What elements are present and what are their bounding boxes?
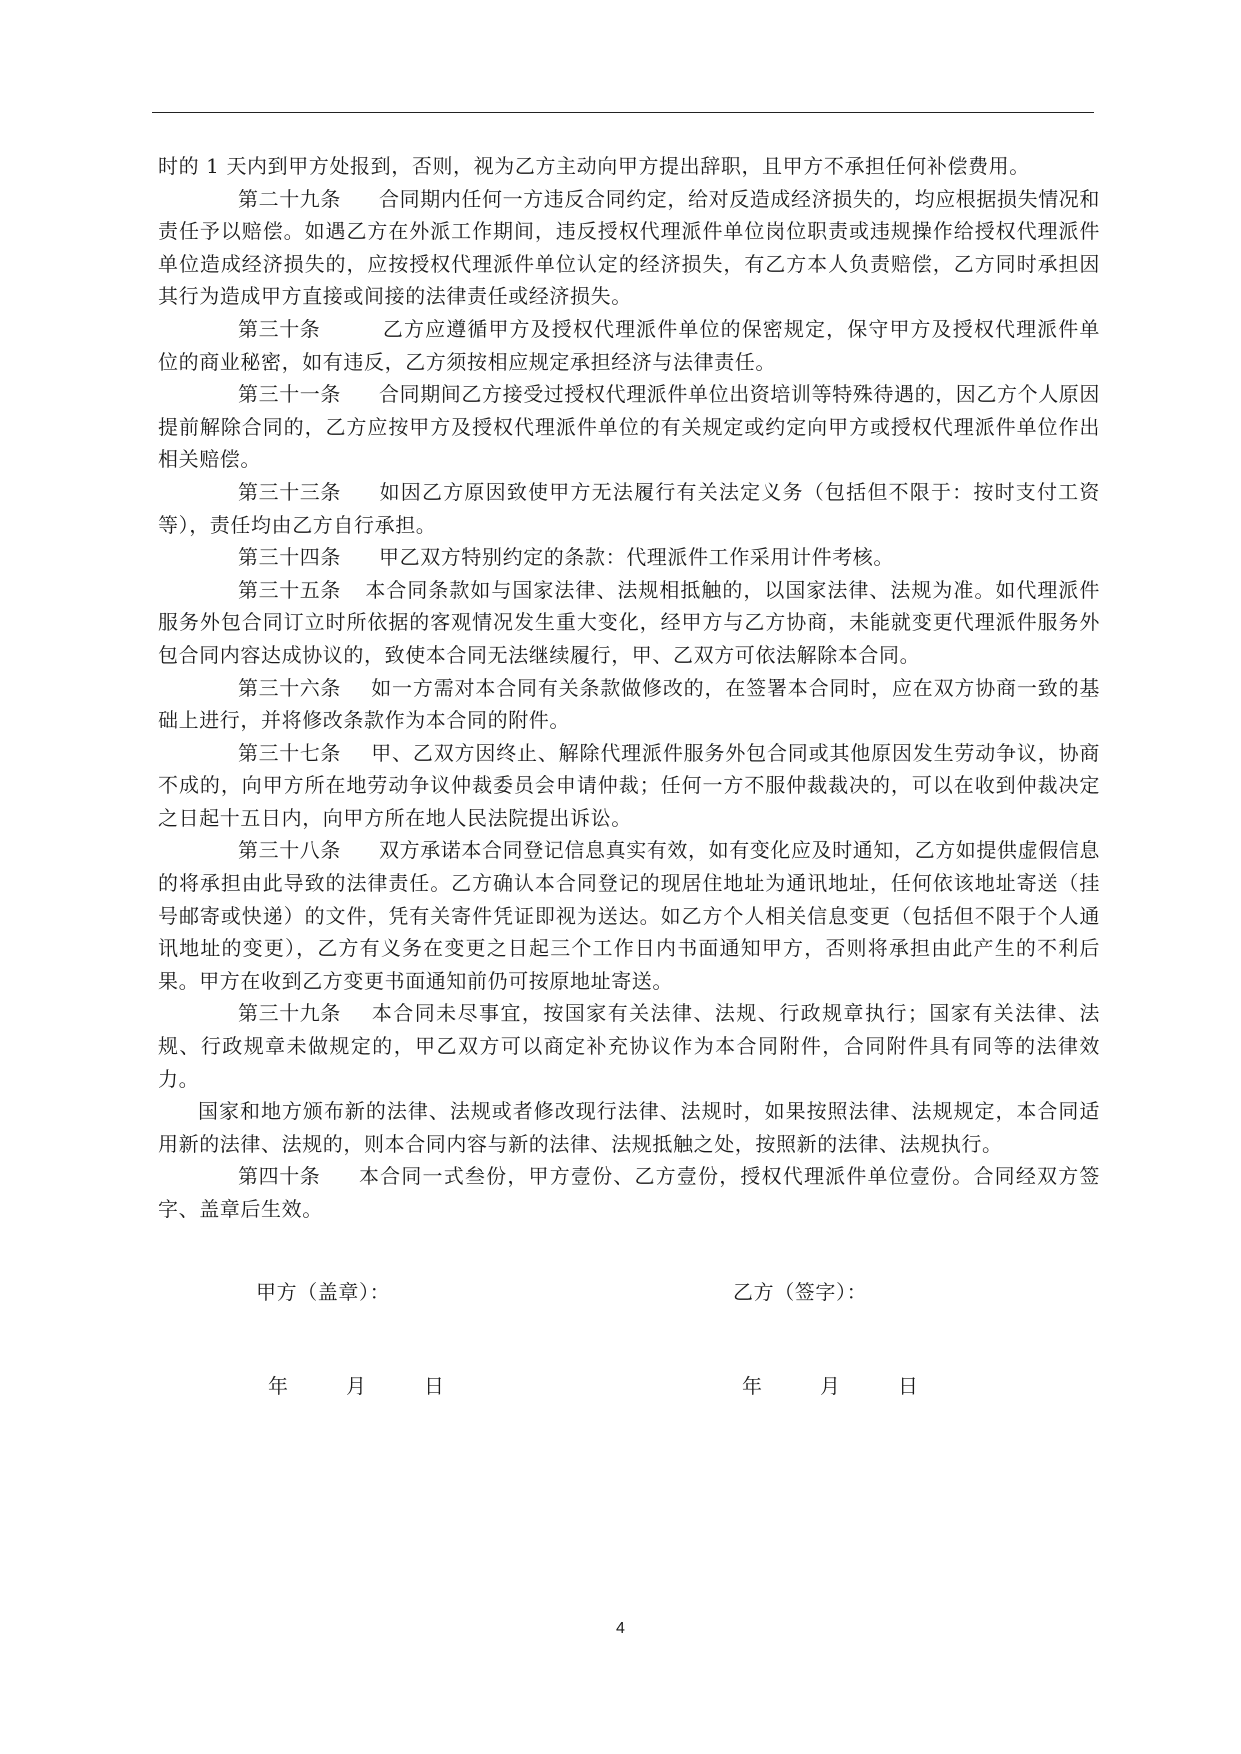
contract-body <box>158 150 1100 1226</box>
article-38: 第三十八条 双方承诺本合同登记信息真实有效，如有变化应及时通知，乙方如提供虚假信息的将承担由此导致的法律责任。乙方确认本合同登记的现居住地址为通讯地址，任何依该地址寄送（挂号邮寄或快递）的文件，凭有关寄件凭证即视为送达。如乙方个人相关信息变更（包括但不限于个人通讯地址的变更），乙方有义务在变更之日起三个工作日内书面通知甲方，否则将承担由此产生的不利后果。甲方在收到乙方变更书面通知前仍可按原地址寄送。 <box>158 834 1100 997</box>
paragraph: 国家和地方颁布新的法律、法规或者修改现行法律、法规时，如果按照法律、法规规定，本合同适用新的法律、法规的，则本合同内容与新的法律、法规抵触之处，按照新的法律、法规执行。 <box>158 1099 1100 1156</box>
article-39: 第三十九条 本合同未尽事宜，按国家有关法律、法规、行政规章执行；国家有关法律、法规、行政规章未做规定的，甲乙双方可以商定补充协议作为本合同附件，合同附件具有同等的法律效力。 <box>158 997 1100 1095</box>
article-31: 第三十一条 合同期间乙方接受过授权代理派件单位出资培训等特殊待遇的，因乙方个人原因提前解除合同的，乙方应按甲方及授权代理派件单位的有关规定或约定向甲方或授权代理派件单位作出相关赔偿。 <box>158 378 1100 476</box>
article-37: 第三十七条 甲、乙双方因终止、解除代理派件服务外包合同或其他原因发生劳动争议，协商不成的，向甲方所在地劳动争议仲裁委员会申请仲裁；任何一方不服仲裁裁决的，可以在收到仲裁决定之日起十五日内，向甲方所在地人民法院提出诉讼。 <box>158 737 1100 835</box>
article-35: 第三十五条 本合同条款如与国家法律、法规相抵触的，以国家法律、法规为准。如代理派件服务外包合同订立时所依据的客观情况发生重大变化，经甲方与乙方协商，未能就变更代理派件服务外包合同内容达成协议的，致使本合同无法继续履行，甲、乙双方可依法解除本合同。 <box>158 574 1100 672</box>
article-number: 第三十条 <box>238 316 321 341</box>
party-a-date <box>268 1370 444 1399</box>
article-36: 第三十六条 如一方需对本合同有关条款做修改的，在签署本合同时，应在双方协商一致的基础上进行，并将修改条款作为本合同的附件。 <box>158 672 1100 737</box>
article-30: 第三十条 乙方应遵循甲方及授权代理派件单位的保密规定，保守甲方及授权代理派件单位的商业秘密，如有违反，乙方须按相应规定承担经济与法律责任。 <box>158 313 1100 378</box>
day-label: 日 <box>424 1374 444 1398</box>
article-number: 第三十一条 <box>238 382 341 407</box>
month-label: 月 <box>346 1374 366 1398</box>
article-29: 第二十九条 合同期内任何一方违反合同约定，给对反造成经济损失的，均应根据损失情况和责任予以赔偿。如遇乙方在外派工作期间，违反授权代理派件单位岗位职责或违规操作给授权代理派件单位造成经济损失的，应按授权代理派件单位认定的经济损失，有乙方本人负责赔偿，乙方同时承担因其行为造成甲方直接或间接的法律责任或经济损失。 <box>158 183 1100 313</box>
article-number: 第三十四条 <box>238 545 341 570</box>
article-33: 第三十三条 如因乙方原因致使甲方无法履行有关法定义务（包括但不限于：按时支付工资等），责任均由乙方自行承担。 <box>158 476 1100 541</box>
article-number: 第三十九条 <box>238 1001 341 1026</box>
article-40: 第四十条 本合同一式叁份，甲方壹份、乙方壹份，授权代理派件单位壹份。合同经双方签字、盖章后生效。 <box>158 1160 1100 1225</box>
article-number: 第三十五条 <box>238 577 341 602</box>
article-34: 第三十四条 甲乙双方特别约定的条款：代理派件工作采用计件考核。 <box>158 541 1100 574</box>
year-label: 年 <box>268 1374 288 1398</box>
month-label: 月 <box>820 1374 840 1398</box>
party-a-seal-label: 甲方（盖章）： <box>256 1280 391 1304</box>
party-b-signature-label: 乙方（签字）： <box>733 1280 868 1304</box>
day-label: 日 <box>898 1374 918 1398</box>
party-b-date <box>742 1370 918 1399</box>
article-number: 第三十八条 <box>238 838 341 863</box>
header-rule <box>152 112 1094 113</box>
article-number: 第四十条 <box>238 1164 321 1189</box>
article-number: 第三十六条 <box>238 675 341 700</box>
paragraph: 时的 1 天内到甲方处报到，否则，视为乙方主动向甲方提出辞职，且甲方不承担任何补偿费用。 <box>158 154 1030 178</box>
article-number: 第三十三条 <box>238 479 341 504</box>
year-label: 年 <box>742 1374 762 1398</box>
page-number: 4 <box>616 1620 625 1637</box>
article-number: 第三十七条 <box>238 740 341 765</box>
article-number: 第二十九条 <box>238 186 341 211</box>
